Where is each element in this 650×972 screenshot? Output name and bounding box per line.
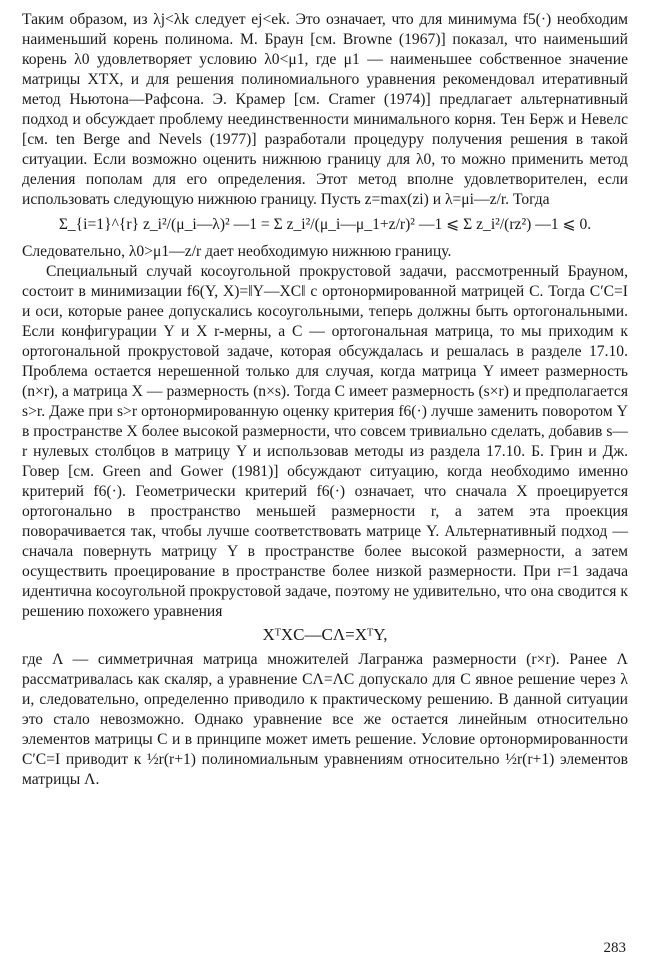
inequality-equation: Σ_{i=1}^{r} z_i²/(μ_i—λ)² —1 = Σ z_i²/(μ_i—μ_1+z/r)² —1 ⩽ Σ z_i²/(rz²) —1 ⩽ 0. <box>58 216 592 233</box>
paragraph-2: Следовательно, λ0>μ1—z/r дает необходимую нижнюю границу. <box>22 243 452 260</box>
page-number: 283 <box>603 940 626 956</box>
procrustes-equation: XᵀXC—CΛ=XᵀY, <box>262 625 388 644</box>
paragraph-1: Таким образом, из λj<λk следует ej<ek. Это означает, что для минимума f5(·) необходим наименьший корень полинома. М. Браун [см. Browne (1967)] показал, что наименьший корень λ0 удовлетворяет условию λ0<μ1, где μ1 — наименьшее собственное значение матрицы XTX, и для решения полиномиального уравнения рекомендовал итеративный метод Ньютона—Рафсона. Э. Крамер [см. Cramer (1974)] предлагает альтернативный подход и обсуждает проблему неединственности минимального корня. Тен Берж и Невелс [см. ten Berge and Nevels (1977)] разработали процедуру получения решения в такой ситуации. Если возможно оценить нижнюю границу для λ0, то можно применить метод деления пополам для его определения. Этот метод вполне удовлетворителен, если использовать следующую нижнюю границу. Пусть z=max(zi) и λ=μi—z/r. Тогда <box>22 11 628 208</box>
paragraph-3: Специальный случай косоугольной прокрустовой задачи, рассмотренный Брауном, состоит в минимизации f6(Y, X)=‖Y—XC‖ с ортонормированной матрицей C. Тогда C′C=I и оси, которые ранее допускались косоугольными, теперь должны быть ортогональными. Если конфигурации Y и X r-мерны, а C — ортогональная матрица, то мы приходим к ортогональной прокрустовой задаче, которая обсуждалась и решалась в разделе 17.10. Проблема остается нерешенной только для случая, когда матрица Y имеет размерность (n×r), а матрица X — размерность (n×s). Тогда C имеет размерность (s×r) и предполагается s>r. Даже при s>r ортонормированную оценку критерия f6(·) лучше заменить поворотом Y в пространстве X более высокой размерности, что совсем тривиально сделать, добавив s—r нулевых столбцов в матрицу Y и использовав методы из раздела 17.10. Б. Грин и Дж. Говер [см. Green and Gower (1981)] обсуждают ситуацию, когда необходимо именно критерий f6(·). Геометрически критерий f6(·) означает, что сначала X проецируется ортогонально в пространство меньшей размерности r, а затем эта проекция поворачивается так, чтобы лучше соответствовать матрице Y. Альтернативный подход — сначала повернуть матрицу Y в пространстве более высокой размерности, а затем осуществить проецирование в пространстве более низкой размерности. При r=1 задача идентична косоугольной прокрустовой задаче, поэтому не удивительно, что она сводится к решению похожего уравнения <box>22 263 628 620</box>
paragraph-4: где Λ — симметричная матрица множителей Лагранжа размерности (r×r). Ранее Λ рассматривалась как скаляр, а уравнение CΛ=ΛC допускало для C явное решение через λ и, следовательно, определенно приводило к практическому решению. В данной ситуации это стало невозможно. Однако уравнение все же остается линейным относительно элементов матрицы C и в принципе может иметь решение. Условие ортонормированности C′C=I приводит к ½r(r+1) полиномиальным уравнениям относительно ½r(r+1) элементов матрицы Λ. <box>22 651 628 788</box>
